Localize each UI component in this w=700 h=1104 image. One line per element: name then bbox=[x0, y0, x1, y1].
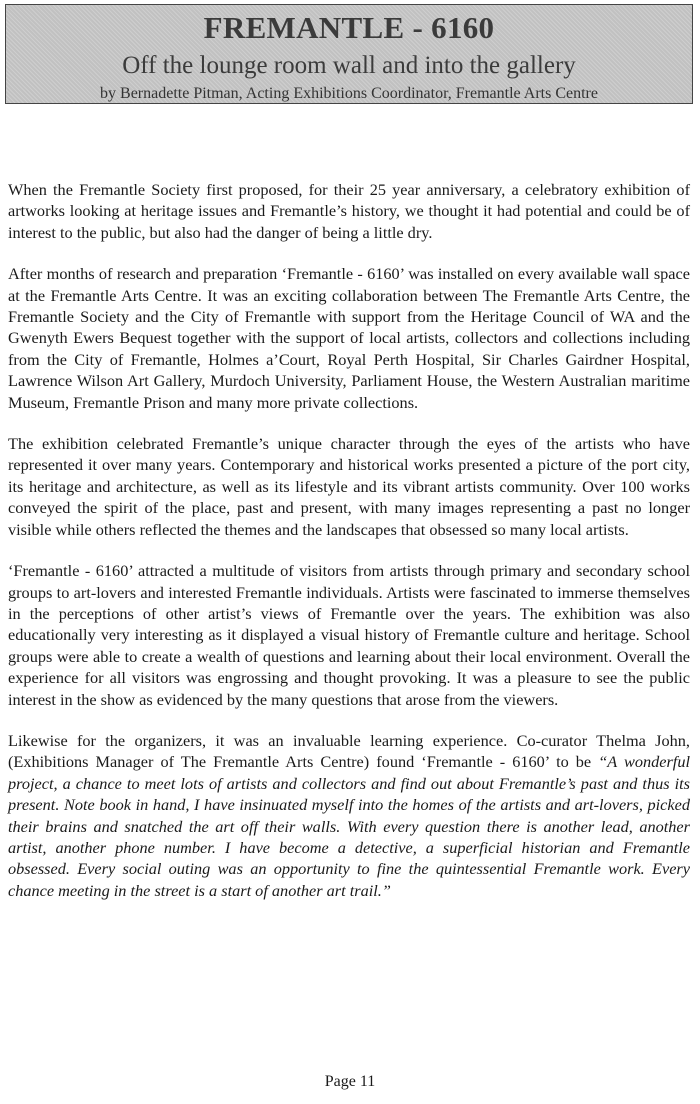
article-byline: by Bernadette Pitman, Acting Exhibitions Coordinator, Fremantle Arts Centre bbox=[100, 85, 598, 102]
article-header bbox=[5, 4, 693, 104]
page-number: Page 11 bbox=[324, 1073, 376, 1090]
article-title: FREMANTLE - 6160 bbox=[203, 10, 495, 45]
paragraph: When the Fremantle Society first proposed, for their 25 year anniversary, a celebratory exhibition of artworks looking at heritage issues and Fremantle’s history, we thought it had potential and could be of interest to the public, but also had the danger of being a little dry. bbox=[8, 180, 690, 242]
curator-quote: “A wonderful project, a chance to meet lots of artists and collectors and find out about Fremantle’s past and thus its present. Note book in hand, I have insinuated myself into the homes of the artists and art-lovers, picked their brains and snatched the art off their walls. With every question there is another lead, another artist, another phone number. I have become a detective, a superficial historian and Fremantle obsessed. Every social outing was an opportunity to fine the quintessential Fremantle work. Every chance meeting in the street is a start of another art trail.” bbox=[8, 752, 690, 900]
paragraph-intro: Likewise for the organizers, it was an invaluable learning experience. Co-curator Thelma John, (Exhibitions Manager of The Fremantle Arts Centre) found ‘Fremantle - 6160’ to be bbox=[8, 730, 690, 772]
paragraph-with-quote bbox=[8, 730, 690, 901]
article-subtitle: Off the lounge room wall and into the gallery bbox=[122, 52, 576, 79]
paragraph: ‘Fremantle - 6160’ attracted a multitude of visitors from artists through primary and secondary school groups to art-lovers and interested Fremantle individuals. Artists were fascinated to immerse themselves in the perceptions of other artist’s views of Fremantle over the years. The exhibition was also educationally very interesting as it displayed a visual history of Fremantle culture and heritage. School groups were able to create a wealth of questions and learning about their local environment. Overall the experience for all visitors was engrossing and thought provoking. It was a pleasure to see the public interest in the show as evidenced by the many questions that arose from the viewers. bbox=[8, 561, 690, 709]
paragraph: The exhibition celebrated Fremantle’s unique character through the eyes of the artists who have represented it over many years. Contemporary and historical works presented a picture of the port city, its heritage and architecture, as well as its lifestyle and its vibrant artists community. Over 100 works conveyed the spirit of the place, past and present, with many images representing a past no longer visible while others reflected the themes and the landscapes that obsessed so many local artists. bbox=[8, 434, 690, 539]
paragraph: After months of research and preparation ‘Fremantle - 6160’ was installed on every available wall space at the Fremantle Arts Centre. It was an exciting collaboration between The Fremantle Arts Centre, the Fremantle Society and the City of Fremantle with support from the Heritage Council of WA and the Gwenyth Ewers Bequest together with the support of local artists, collectors and collections including from the City of Fremantle, Holmes a’Court, Royal Perth Hospital, Sir Charles Gairdner Hospital, Lawrence Wilson Art Gallery, Murdoch University, Parliament House, the Western Australian maritime Museum, Fremantle Prison and many more private collections. bbox=[8, 264, 690, 412]
article-body bbox=[8, 179, 690, 921]
